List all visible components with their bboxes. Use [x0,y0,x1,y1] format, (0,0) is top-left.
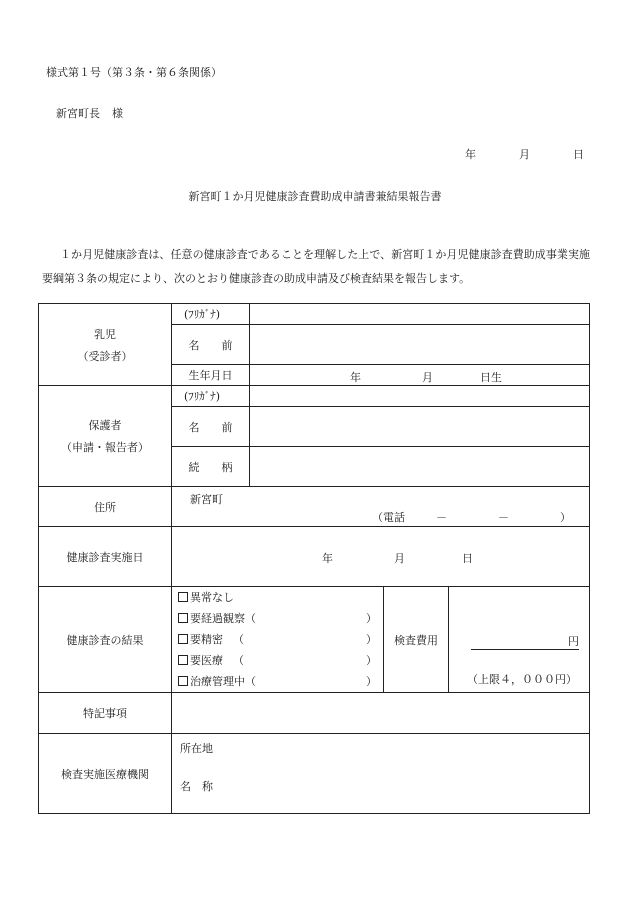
application-form-table [38,303,590,814]
fee-limit: （上限４，０００円） [467,673,578,686]
phone-number [372,509,571,525]
infant-name-label: 名 前 [172,325,250,365]
guardian-label: 保護者 （申請・報告者） [39,386,172,487]
exam-year-label: 年 [322,552,333,565]
infant-birthdate-label: 生年月日 [172,365,250,386]
exam-fee-label: 検査費用 [384,587,449,693]
phone-dash-2: － [498,511,509,524]
checkbox[interactable] [178,676,188,686]
infant-label: 乳児 （受診者） [39,304,172,386]
result-option-medical[interactable]: 要医療 （ ） [172,650,383,671]
institution-location-label: 所在地 [180,742,213,755]
fee-unit: 円 [471,633,579,650]
phone-open: （電話 [372,511,405,524]
guardian-relationship-label: 続 柄 [172,447,250,487]
guardian-furigana-label: (ﾌﾘｶﾞﾅ) [172,386,250,407]
date-year: 年 [465,148,476,161]
institution-label: 検査実施医療機関 [39,734,172,814]
address-town: 新宮町 [190,493,223,506]
infant-name-field[interactable] [250,325,590,365]
remarks-field[interactable] [172,693,590,734]
address-label: 住所 [39,487,172,527]
birth-month-label: 月 [422,371,433,384]
exam-date-field[interactable] [172,527,590,587]
exam-fee-field[interactable] [449,587,590,693]
birth-day-label: 日生 [480,371,502,384]
phone-dash-1: － [436,511,447,524]
guardian-name-label: 名 前 [172,407,250,447]
date-month: 月 [519,148,530,161]
infant-furigana-label: (ﾌﾘｶﾞﾅ) [172,304,250,325]
result-option-follow-up[interactable]: 要経過観察（ ） [172,608,383,629]
exam-day-label: 日 [462,552,473,565]
result-option-detailed[interactable]: 要精密 （ ） [172,629,383,650]
infant-birthdate-field[interactable] [250,365,590,386]
address-field[interactable] [172,487,590,527]
infant-furigana-field[interactable] [250,304,590,325]
checkbox[interactable] [178,634,188,644]
date-day: 日 [573,148,584,161]
document-title: 新宮町１か月児健康診査費助成申請書兼結果報告書 [188,190,442,203]
submission-date [465,146,584,162]
institution-field[interactable] [172,734,590,814]
exam-month-label: 月 [394,552,405,565]
checkbox[interactable] [178,655,188,665]
declaration-text: １か月児健康診査は、任意の健康診査であることを理解した上で、新宮町１か月児健康診査費助成事業実施要綱第３条の規定により、次のとおり健康診査の助成申請及び検査結果を報告します。 [42,248,590,285]
results-checklist [172,587,384,693]
addressee-name: 新宮町長 [56,107,100,120]
guardian-relationship-field[interactable] [250,447,590,487]
result-option-normal[interactable]: 異常なし [172,587,383,608]
checkbox[interactable] [178,613,188,623]
birth-year-label: 年 [350,371,361,384]
exam-results-label: 健康診査の結果 [39,587,172,693]
addressee-honorific: 様 [112,107,123,120]
guardian-furigana-field[interactable] [250,386,590,407]
addressee [56,105,123,121]
exam-date-label: 健康診査実施日 [39,527,172,587]
phone-close: ） [560,511,571,524]
guardian-name-field[interactable] [250,407,590,447]
result-option-treatment[interactable]: 治療管理中（ ） [172,671,383,692]
institution-name-label: 名 称 [180,780,213,793]
form-number: 様式第１号（第３条・第６条関係） [46,66,222,79]
checkbox[interactable] [178,592,188,602]
remarks-label: 特記事項 [39,693,172,734]
